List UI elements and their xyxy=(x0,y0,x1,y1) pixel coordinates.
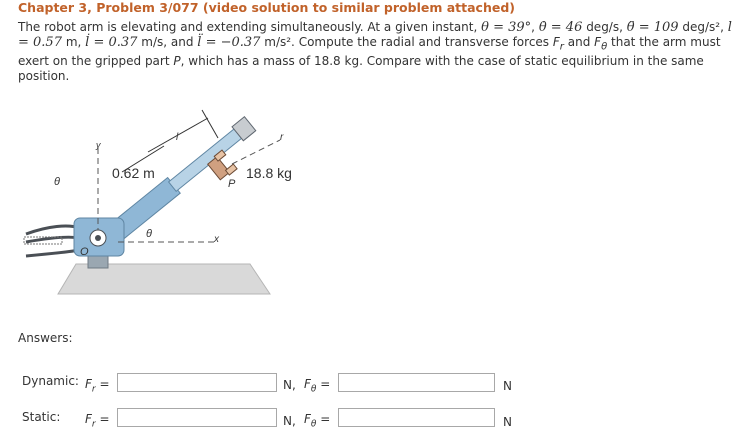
mass-label: 18.8 kg xyxy=(246,165,292,181)
theta-arm-label: θ xyxy=(146,228,152,240)
dynamic-label: Dynamic: xyxy=(22,374,79,388)
dynamic-fr-symbol: $F_r$ = xyxy=(85,377,110,395)
dynamic-ftheta-symbol: $F_\theta$ = xyxy=(304,377,331,395)
static-unit-2: N xyxy=(503,415,512,429)
l-dimension-label: l xyxy=(176,132,179,143)
theta-left-label: θ xyxy=(54,176,60,188)
length-label: 0.62 m xyxy=(112,165,155,181)
r-axis-label: r xyxy=(280,132,284,143)
answers-heading: Answers: xyxy=(18,331,73,345)
origin-label: O xyxy=(80,246,89,258)
x-axis-label: x xyxy=(214,234,219,245)
static-label: Static: xyxy=(22,410,61,424)
robot-arm-diagram xyxy=(18,106,318,306)
static-ftheta-symbol: $F_\theta$ = xyxy=(304,412,331,430)
dynamic-fr-input[interactable] xyxy=(117,373,277,392)
problem-title: Chapter 3, Problem 3/077 (video solution to similar problem attached) xyxy=(18,0,515,15)
y-axis-label: y xyxy=(96,140,101,150)
static-unit-1: N, xyxy=(283,414,296,428)
part-p-label: P xyxy=(228,178,236,190)
robot-arm-figure xyxy=(18,106,318,306)
dynamic-ftheta-input[interactable] xyxy=(338,373,495,392)
static-ftheta-input[interactable] xyxy=(338,408,495,427)
dynamic-unit-1: N, xyxy=(283,378,296,392)
dynamic-unit-2: N xyxy=(503,379,512,393)
static-fr-symbol: $F_r$ = xyxy=(85,412,110,430)
problem-statement: The robot arm is elevating and extending simultaneously. At a given instant, θ = 39°, θ̇ = 46 deg/s, θ̈ = 109 deg/s², l = 0.57 m, l̇ = 0.37 m/s, and l̈ = −0.37 m/s². Compute the radial and transverse forces $F_r$ and $F_\theta$ that the arm must exert on the gripped part P, which has a mass of 18.8 kg. Compare with the case of static equilibrium in the same position. xyxy=(18,20,732,84)
static-fr-input[interactable] xyxy=(117,408,277,427)
